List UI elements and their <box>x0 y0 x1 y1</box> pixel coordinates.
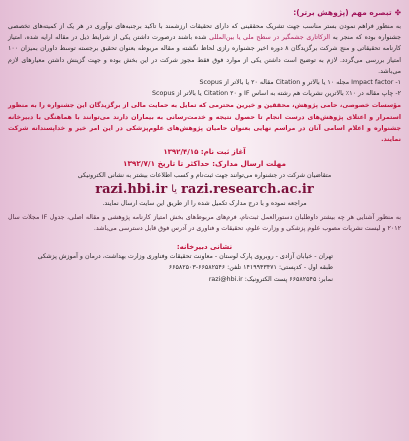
website-links <box>8 182 401 197</box>
intro-paragraph <box>8 21 401 77</box>
address-line-1: تهران - خیابان آزادی - روبروی پارک لوستان - معاونت تحقیقات وفناوری وزارت بهداشت، درمان و آموزش پزشکی <box>37 252 333 260</box>
address-line-2: طبقه اول - کدپستی: ۱۴۱۹۹۴۳۴۷۱ تلفن: ۶۶۵۸۲۵۴۶-۶۶۵۸۲۵۰۳ <box>168 264 333 272</box>
submission-note: مراجعه نموده و با درج مدارک تکمیل شده را از طریق این سایت ارسال نمایند. <box>102 200 307 208</box>
section-heading <box>8 8 401 17</box>
sponsors-paragraph: مؤسسات خصوصی، حامی پژوهش، محققین و خیرین محترمی که تمایل به حمایت مالی از برگزیدگان این جشنواره را به منظور استمرار و اعتلای پژوهش‌های درست انجام تا حصول نتیجه و خدمت‌رسانی به بیماران دارند می‌توانند با هماهنگی با دبیرخانه جشنواره و اعلام اسامی آنان در مراسم نهایی بعنوان حامیان پژوهش‌های علوم‌پزشکی در این امر خیر و خداپسندانه شرکت نمایند. <box>8 102 401 144</box>
star-icon: ✤ <box>394 8 401 17</box>
address-title: نشانی دبیرخانه: <box>176 242 233 251</box>
guidelines-paragraph: به منظور آشنایی هر چه بیشتر داوطلبان دستورالعمل ثبت‌نام، فرم‌های مربوط‌های بخش امتیاز کارنامه پژوهشی و مقاله اصلی، جدول IF مجلات سال ۲۰۱۲ و لیست نشریات مصوب علوم پزشکی و وزارت علوم، تحقیقات و فناوری در آدرس فوق قابل دسترسی می‌باشد. <box>8 214 401 233</box>
address-line-3: نمابر: ۶۶۵۸۲۵۴۵ پست الکترونیک: razi@hbi.ir <box>208 275 333 283</box>
intro-highlight: الزکاتاری جشمگیر در سطح ملی یا بین‌المللی <box>209 34 331 42</box>
submission-deadline: مهلت ارسال مدارک: حداکثر تا تاریخ ۱۳۹۲/۷/۱ <box>122 159 286 169</box>
url-razi-hbi[interactable]: razi.hbi.ir <box>95 182 168 198</box>
criteria-item-2: ۲- چاپ مقاله در ۱۰٪ بالاترین نشریات هم رشته به اساس IF و Citation ۲۰ یا بالاتر از Scopus <box>152 90 401 98</box>
address-block <box>8 251 401 286</box>
intro-part1: به منظور فراهم نمودن بستر مناسب جهت تشریک محققینی که دارای تحقیقات ارزشمند با تاکید برجنبه‌های نوآوری در هر یک از کمیته‌های تخصصی جشنواره بوده که منجر به <box>8 23 401 42</box>
intro-part2: شده باشند درصورت داشتن یکی از شرایط ذیل در مقاله ارایه شده، امتیاز کارنامه تحقیقاتی و منج شرکت برگزیدگان ۸ دوره اخیر جشنواره رازی لحاظ نگشته و مقاله مربوطه بعنوان تحقیق برجسته توسط داوران بمیزان ۱۰۰ امتیاز بررسی می‌گردد. لازم به توضیح است داشتن یکی از موارد فوق فقط مجوز شرکت در این بخش بوده و جهت گزینش داشتن معیارهای لازم می‌باشد. <box>8 34 401 75</box>
heading-text: تبصره مهم (پژوهش برتر): <box>293 8 392 17</box>
url-razi-research[interactable]: razi.research.ac.ir <box>181 182 314 198</box>
url-separator: یا <box>171 184 178 196</box>
registration-note: متقاضیان شرکت در جشنواره می‌توانند جهت ثبت‌نام و کسب اطلاعات بیشتر به نشانی الکترونیکی <box>77 172 332 180</box>
registration-start: آغاز ثبت نام: ۱۳۹۲/۴/۱۵ <box>163 148 246 157</box>
criteria-item-1: ۱- Impact factor مجله ۱۰ یا بالاتر و Citation مقاله ۲۰ یا بالاتر از Scopus <box>199 79 401 87</box>
dates-block <box>8 147 401 170</box>
